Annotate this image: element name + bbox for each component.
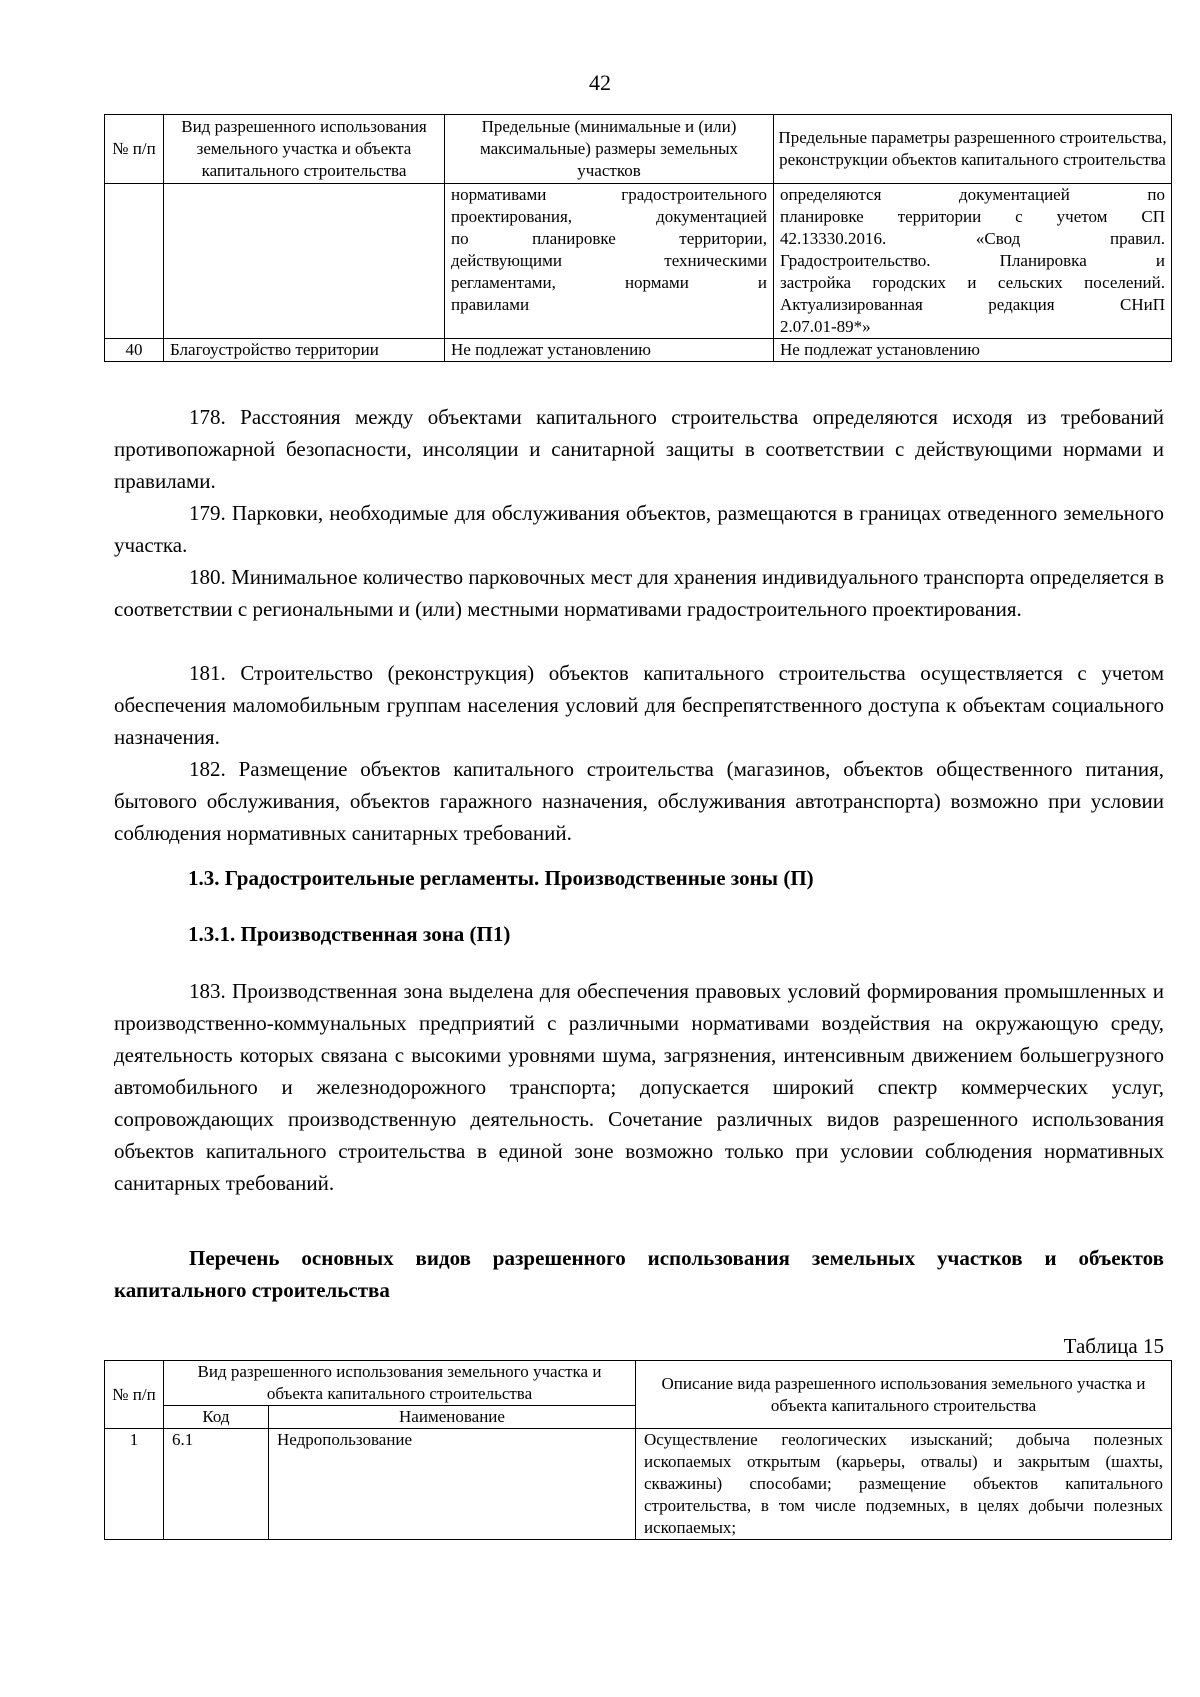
header-plot-size: Предельные (минимальные и (или) максимальные) размеры земельных участков <box>445 115 774 184</box>
section-heading-1-3: 1.3. Градостроительные регламенты. Производственные зоны (П) <box>188 866 814 890</box>
size-line: проектирования, документацией <box>451 207 767 226</box>
size-line: действующими техническими <box>451 251 767 270</box>
table-label: Таблица 15 <box>1063 1334 1164 1358</box>
regulations-table-continuation <box>104 114 1172 362</box>
params-line: застройка городских и сельских поселений. <box>780 273 1165 292</box>
row-name: Недропользование <box>269 1429 636 1540</box>
params-line: определяются документацией по <box>780 185 1165 204</box>
row-construction-params: Не подлежат установлению <box>774 339 1172 362</box>
row-plot-size: Не подлежат установлению <box>445 339 774 362</box>
header-name: Наименование <box>269 1406 636 1429</box>
row-code: 6.1 <box>164 1429 269 1540</box>
permitted-uses-table <box>104 1360 1172 1540</box>
header-use-type: Вид разрешенного использования земельного участка и объекта капитального строительства <box>164 115 445 184</box>
params-line: 2.07.01-89*» <box>780 317 871 336</box>
paragraph-178: 178. Расстояния между объектами капитального строительства определяются исходя из требований противопожарной безопасности, инсоляции и санитарной защиты в соответствии с действующими нормами и правилами. <box>114 405 1164 493</box>
size-line: нормативами градостроительного <box>451 185 767 204</box>
section-heading-1-3-1: 1.3.1. Производственная зона (П1) <box>188 922 511 946</box>
row-num <box>105 184 164 339</box>
params-line: 42.13330.2016. «Свод правил. <box>780 229 1165 248</box>
row-description: Осуществление геологических изысканий; добыча полезных ископаемых открытым (карьеры, отвалы) и закрытым (шахты, скважины) способами; размещение объектов капитального строительства, в том числе подземных, в целях добычи полезных ископаемых; <box>636 1429 1172 1540</box>
paragraph-179: 179. Парковки, необходимые для обслуживания объектов, размещаются в границах отведенного земельного участка. <box>114 501 1164 557</box>
params-line: планировке территории с учетом СП <box>780 207 1165 226</box>
table-header-row <box>105 1361 1172 1406</box>
header-description: Описание вида разрешенного использования земельного участка и объекта капитального строительства <box>636 1361 1172 1429</box>
paragraph-180: 180. Минимальное количество парковочных мест для хранения индивидуального транспорта определяется в соответствии с региональными и (или) местными нормативами градостроительного проектирования. <box>114 565 1164 621</box>
row-use: Благоустройство территории <box>164 339 445 362</box>
table-row <box>105 1429 1172 1540</box>
header-num: № п/п <box>105 115 164 184</box>
paragraph-183: 183. Производственная зона выделена для обеспечения правовых условий формирования промышленных и производственно-коммунальных предприятий с различными нормативами воздействия на окружающую среду, деятельность которых связана с высокими уровнями шума, загрязнения, интенсивным движением большегрузного автомобильного и железнодорожного транспорта; допускается широкий спектр коммерческих услуг, сопровождающих производственную деятельность. Сочетание различных видов разрешенного использования объектов капитального строительства в единой зоне возможно только при условии соблюдения нормативных санитарных требований. <box>114 979 1164 1195</box>
row-num: 40 <box>105 339 164 362</box>
table-row <box>105 184 1172 339</box>
table-row <box>105 339 1172 362</box>
header-construction-params: Предельные параметры разрешенного строительства, реконструкции объектов капитального строительства <box>774 115 1172 184</box>
row-plot-size <box>445 184 774 339</box>
paragraph-182: 182. Размещение объектов капитального строительства (магазинов, объектов общественного питания, бытового обслуживания, объектов гаражного назначения, обслуживания автотранспорта) возможно при условии соблюдения нормативных санитарных требований. <box>114 757 1164 845</box>
row-use <box>164 184 445 339</box>
params-line: Градостроительство. Планировка и <box>780 251 1165 270</box>
size-line: правилами <box>451 295 530 314</box>
header-num: № п/п <box>105 1361 164 1429</box>
row-num: 1 <box>105 1429 164 1540</box>
size-line: по планировке территории, <box>451 229 767 248</box>
size-line: регламентами, нормами и <box>451 273 767 292</box>
page-number: 42 <box>589 70 611 95</box>
params-line: Актуализированная редакция СНиП <box>780 295 1165 314</box>
list-title: Перечень основных видов разрешенного использования земельных участков и объектов капитального строительства <box>114 1246 1164 1302</box>
paragraph-181: 181. Строительство (реконструкция) объектов капитального строительства осуществляется с учетом обеспечения маломобильным группам населения условий для беспрепятственного доступа к объектам социального назначения. <box>114 661 1164 749</box>
header-code: Код <box>164 1406 269 1429</box>
header-use-group: Вид разрешенного использования земельного участка и объекта капитального строительства <box>164 1361 636 1406</box>
table-header-row <box>105 115 1172 184</box>
row-construction-params <box>774 184 1172 339</box>
